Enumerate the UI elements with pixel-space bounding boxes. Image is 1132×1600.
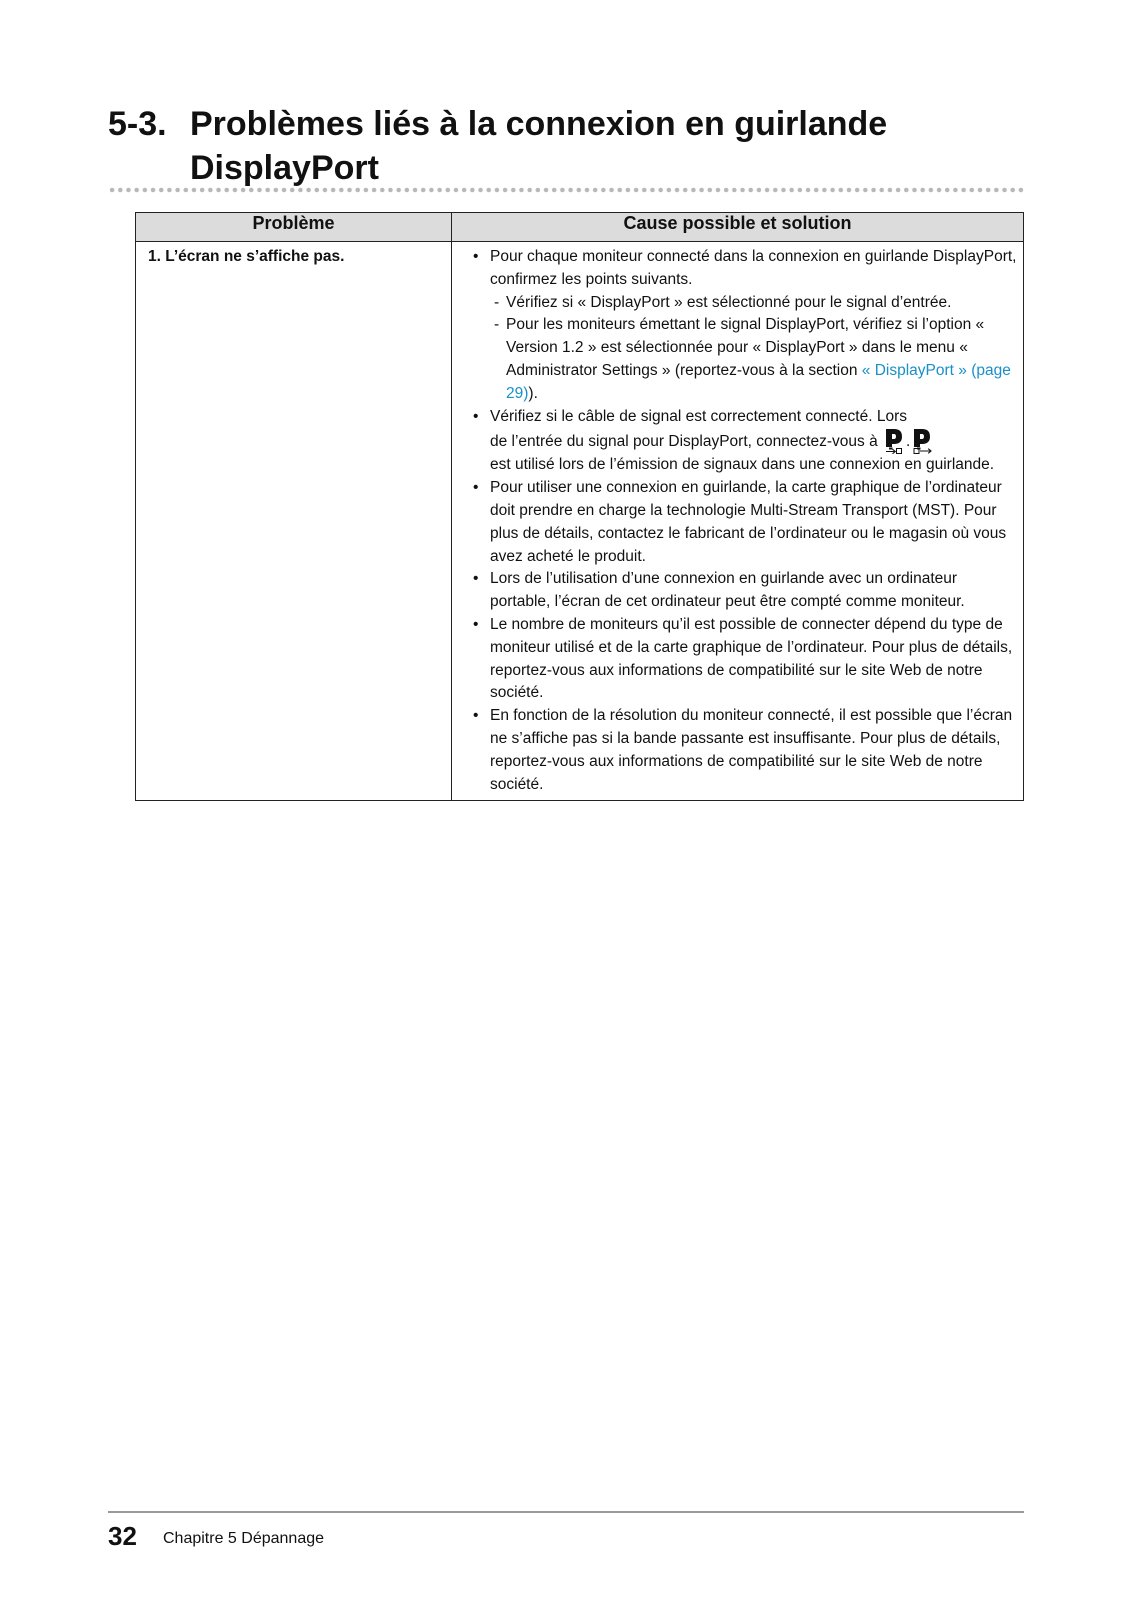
cause-text: En fonction de la résolution du moniteur connecté, il est possible que l’écran ne s’affiche pas si la bande passante est insuffisante. Pour plus de détails, reportez-vous aux informations de compatibilité sur le site Web de notre société. (490, 707, 1013, 793)
cause-text: Pour utiliser une connexion en guirlande, la carte graphique de l’ordinateur doit prendre en charge la technologie Multi-Stream Transport (MST). Pour plus de détails, contactez le fabricant de l’ordinateur ou le magasin où vous avez acheté le produit. (490, 479, 1007, 565)
cause-item-1 (464, 246, 1019, 406)
bullet: • (473, 407, 479, 425)
sub-item-1 (490, 292, 1019, 315)
dash: - (494, 316, 500, 334)
displayport-in-icon (883, 428, 905, 454)
sub-item-2 (490, 314, 1019, 405)
displayport-out-icon (911, 428, 933, 454)
bullet: • (473, 570, 479, 588)
cause-item-6 (464, 705, 1019, 796)
bullet: • (473, 248, 479, 265)
table-header-row (136, 213, 1024, 242)
problem-cell: 1. L’écran ne s’affiche pas. (136, 242, 452, 801)
footer-rule (108, 1511, 1024, 1513)
displayport-page-link[interactable]: « DisplayPort » (page 29) (506, 361, 1011, 402)
cause-item-2 (464, 406, 1019, 478)
bullet: • (473, 707, 479, 725)
solution-cell (452, 242, 1024, 801)
table-row (136, 242, 1024, 801)
cause-item-4 (464, 568, 1019, 614)
sub-item-text: Pour les moniteurs émettant le signal DisplayPort, vérifiez si l’option « Version 1.2 » est sélectionnée pour « DisplayPort » dans le menu « Administrator Settings » (reportez-vous à la section (506, 316, 985, 379)
troubleshooting-table (135, 212, 1024, 801)
sub-item-text: Vérifiez si « DisplayPort » est sélectionné pour le signal d’entrée. (506, 293, 952, 311)
bullet: • (473, 615, 479, 633)
dash: - (494, 293, 500, 311)
header-cause-solution: Cause possible et solution (452, 213, 1024, 242)
cause-line: Vérifiez si le câble de signal est correctement connecté. Lors (490, 407, 907, 425)
cause-text: Pour chaque moniteur connecté dans la connexion en guirlande DisplayPort, confirmez les points suivants. (490, 248, 1017, 288)
chapter-label: Chapitre 5 Dépannage (163, 1530, 325, 1547)
bullet: • (473, 479, 479, 497)
section-number: 5-3. (108, 105, 167, 143)
cause-list (464, 246, 1019, 796)
cause-text: Le nombre de moniteurs qu’il est possible de connecter dépend du type de moniteur utilisé et de la carte graphique de l’ordinateur. Pour plus de détails, reportez-vous aux informations de compatibilité sur le site Web de notre société. (490, 615, 1013, 702)
page-number: 32 (108, 1521, 137, 1551)
cause-text: Lors de l’utilisation d’une connexion en guirlande avec un ordinateur portable, l’écran de cet ordinateur peut être compté comme moniteur. (490, 570, 965, 611)
section-heading (108, 102, 1028, 190)
section-title-line2: DisplayPort (190, 149, 379, 187)
cause-item-3 (464, 477, 1019, 568)
cause-text: de l’entrée du signal pour DisplayPort, connectez-vous à (490, 433, 878, 451)
dotted-separator (108, 187, 1024, 193)
cause-line-with-icons (490, 428, 1019, 454)
sub-item-text-end: ). (528, 384, 538, 402)
cause-text-rest: est utilisé lors de l’émission de signaux dans une connexion en guirlande. (490, 456, 995, 474)
cause-item-5 (464, 614, 1019, 705)
header-probleme: Problème (136, 213, 452, 242)
icon-separator: . (906, 433, 911, 451)
section-title-line1: Problèmes liés à la connexion en guirlande (190, 105, 888, 143)
